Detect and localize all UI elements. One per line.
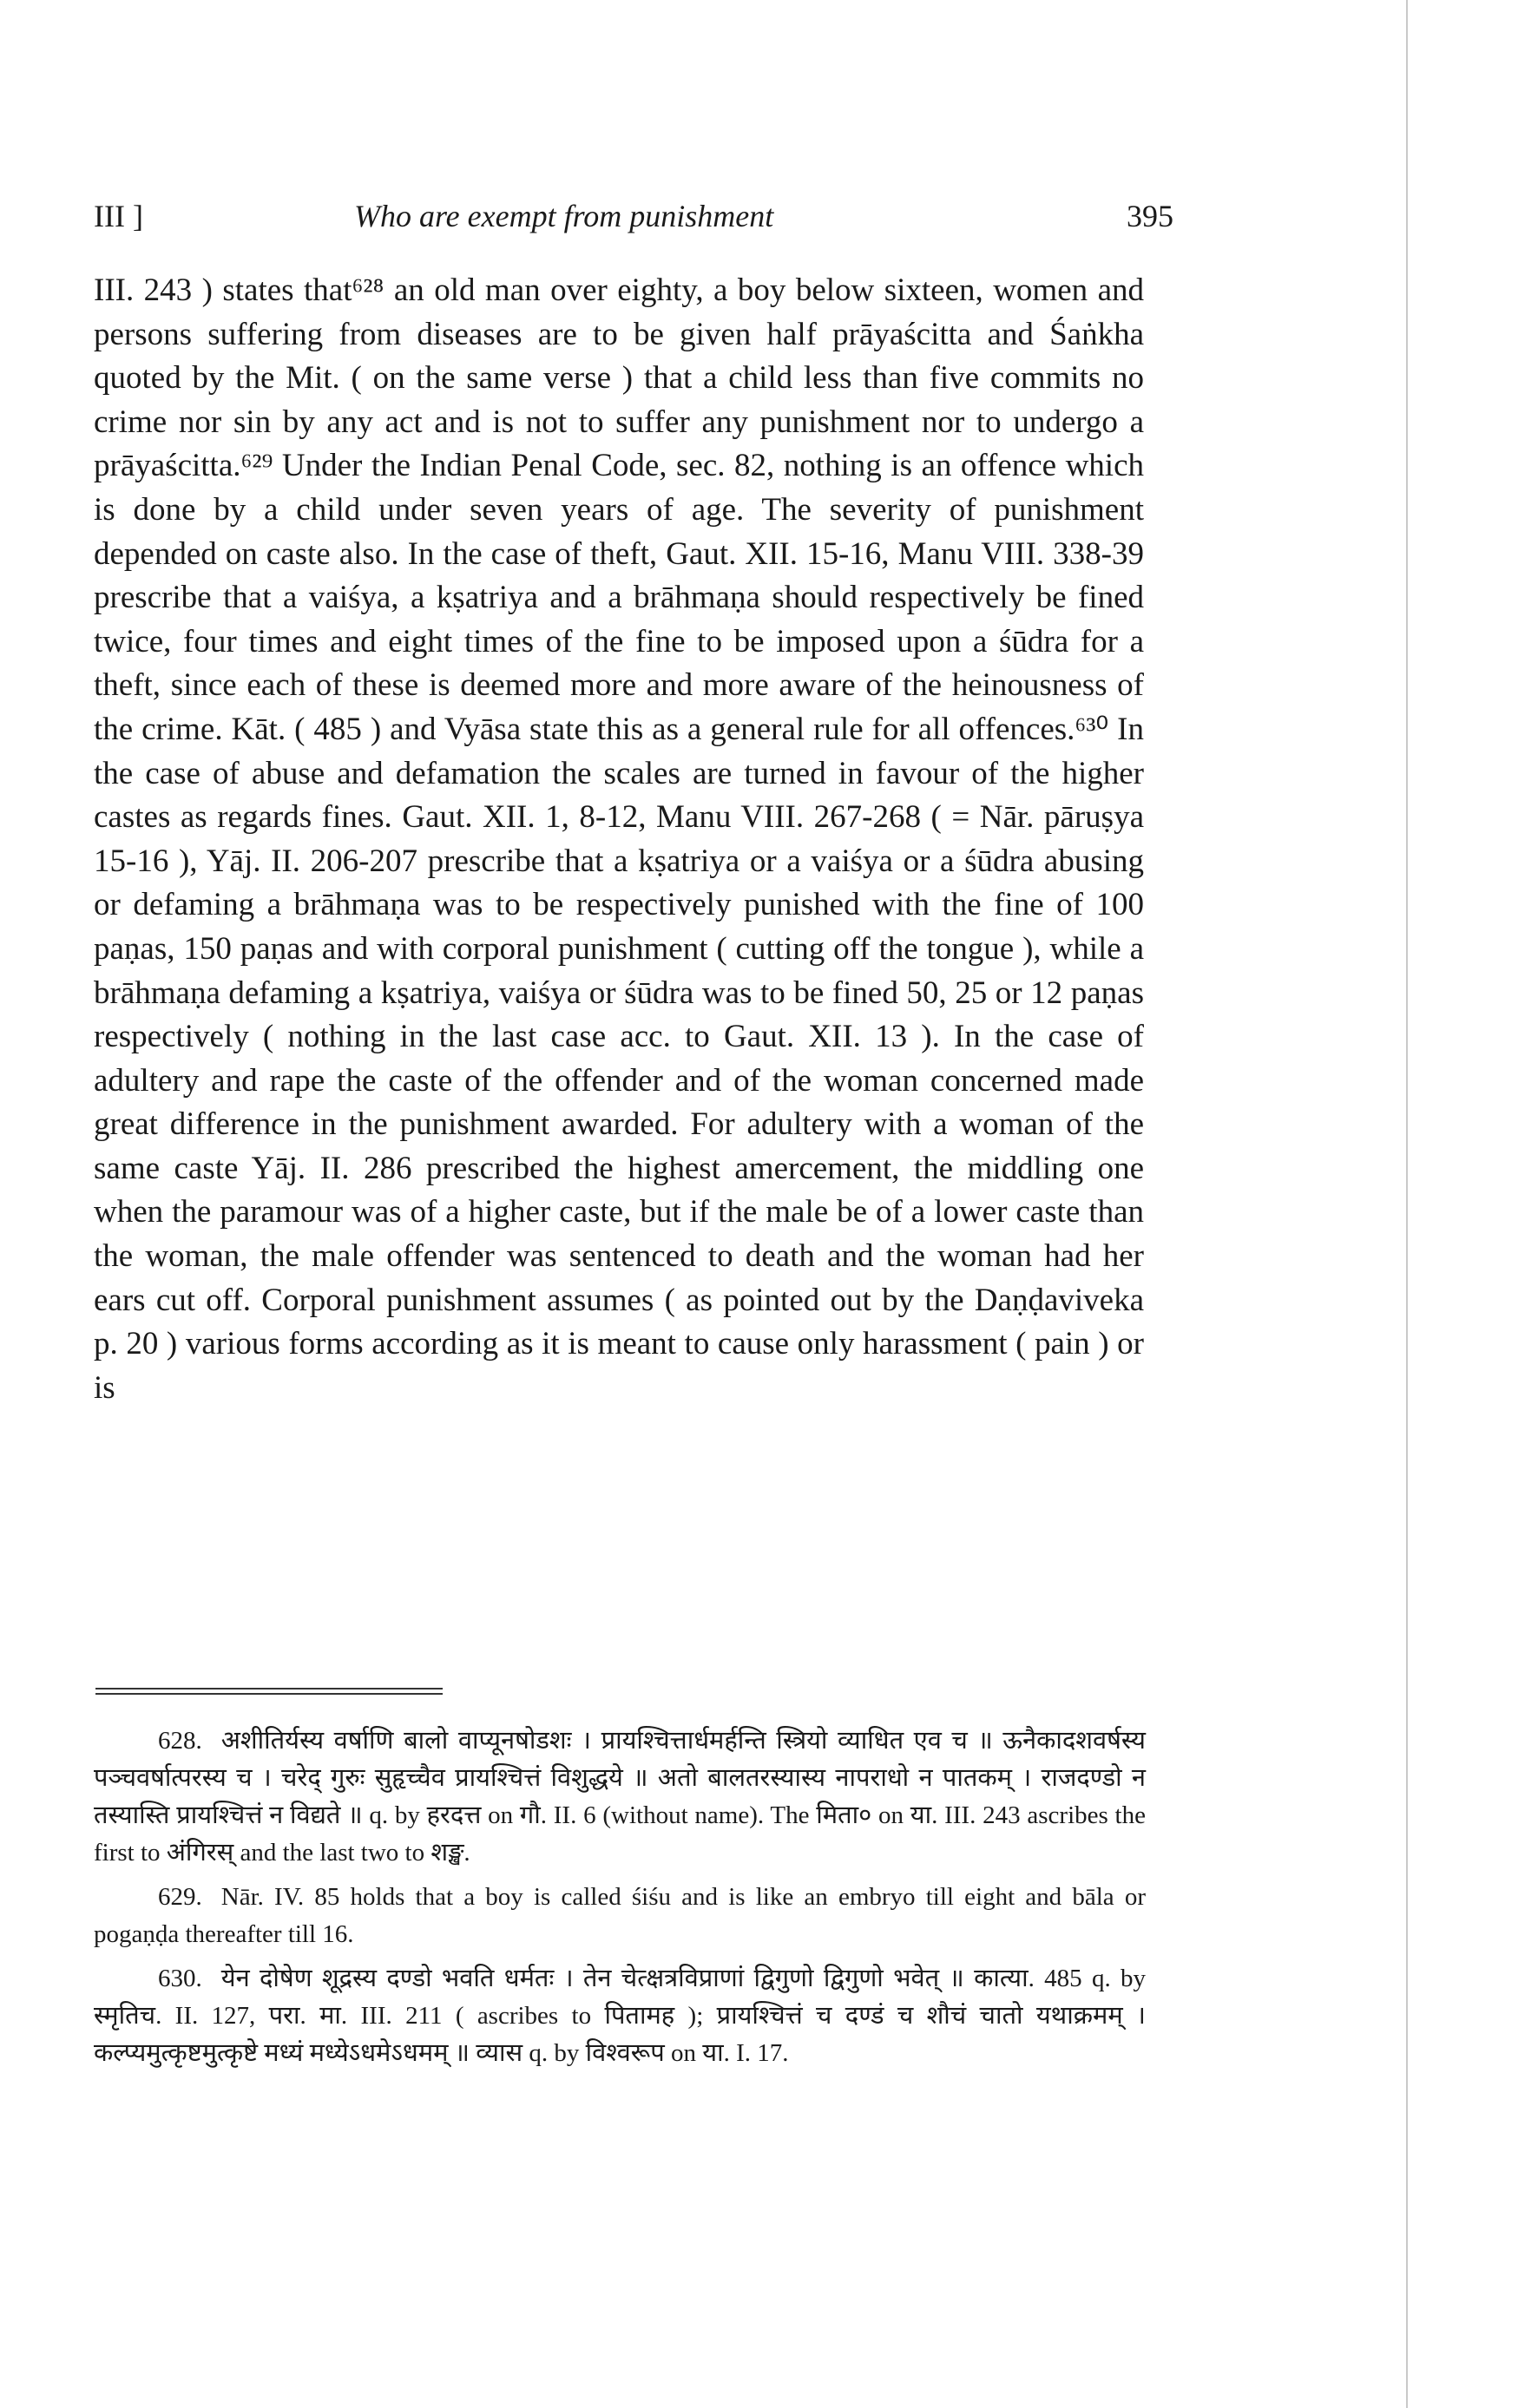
- footnote-text: येन दोषेण शूद्रस्य दण्डो भवति धर्मतः । तेन चेत्क्षत्रविप्राणां द्विगुणो द्विगुणो भवेत् ॥ कात्या. 485 q. by स्मृतिच. II. 127, परा. मा. III. 211 ( ascribes to पितामह ); प्रायश्चित्तं च दण्डं च शौचं चातो यथाक्रमम् । कल्प्यमुत्कृष्टमुत्कृष्टे मध्यं मध्येऽधमेऽधमम् ॥ व्यास q. by विश्वरूप on या. I. 17.: [94, 1965, 1146, 2067]
- main-text: [94, 269, 1144, 1410]
- body-paragraph: III. 243 ) states that⁶²⁸ an old man over eighty, a boy below sixteen, women and persons suffering from diseases are to be given half prāyaścitta and Śaṅkha quoted by the Mit. ( on the same verse ) that a child less than five commits no crime nor sin by any act and is not to suffer any punishment nor to undergo a prāyaścitta.⁶²⁹ Under the Indian Penal Code, sec. 82, nothing is an offence which is done by a child under seven years of age. The severity of punishment depended on caste also. In the case of theft, Gaut. XII. 15-16, Manu VIII. 338-39 prescribe that a vaiśya, a kṣatriya and a brāhmaṇa should respectively be fined twice, four times and eight times of the fine to be imposed upon a śūdra for a theft, since each of these is deemed more and more aware of the heinousness of the crime. Kāt. ( 485 ) and Vyāsa state this as a general rule for all offences.⁶³⁰ In the case of abuse and defamation the scales are turned in favour of the higher castes as regards fines. Gaut. XII. 1, 8-12, Manu VIII. 267-268 ( = Nār. pāruṣya 15-16 ), Yāj. II. 206-207 prescribe that a kṣatriya or a vaiśya or a śūdra abusing or defaming a brāhmaṇa was to be respectively punished with the fine of 100 paṇas, 150 paṇas and with corporal punishment ( cutting off the tongue ), while a brāhmaṇa defaming a kṣatriya, vaiśya or śūdra was to be fined 50, 25 or 12 paṇas respectively ( nothing in the last case acc. to Gaut. XII. 13 ). In the case of adultery and rape the caste of the offender and of the woman concerned made great difference in the punishment awarded. For adultery with a woman of the same caste Yāj. II. 286 prescribed the highest amercement, the middling one when the paramour was of a higher caste, but if the male be of a lower caste than the woman, the male offender was sentenced to death and the woman had her ears cut off. Corporal punishment assumes ( as pointed out by the Daṇḍaviveka p. 20 ) various forms according as it is meant to cause only harassment ( pain ) or is: [94, 272, 1144, 1406]
- footnote-628: [94, 1722, 1146, 1872]
- footnote-text: अशीतिर्यस्य वर्षाणि बालो वाप्यूनषोडशः । प्रायश्चित्तार्धमर्हन्ति स्त्रियो व्याधित एव च ॥ ऊनैकादशवर्षस्य पञ्चवर्षात्परस्य च । चरेद् गुरुः सुहृच्चैव प्रायश्चित्तं विशुद्धये ॥ अतो बालतरस्यास्य नापराधो न पातकम् । राजदण्डो न तस्यास्ति प्रायश्चित्तं न विद्यते ॥ q. by हरदत्त on गौ. II. 6 (without name). The मिता० on या. III. 243 ascribes the first to अंगिरस् and the last two to शङ्ख.: [94, 1727, 1146, 1867]
- footnote-629: [94, 1879, 1146, 1953]
- footnote-separator-second: [95, 1693, 443, 1695]
- running-title: Who are exempt from punishment: [354, 199, 774, 233]
- running-header: [94, 198, 1222, 250]
- chapter-marker: III ]: [94, 199, 143, 233]
- footnote-number: 629.: [158, 1883, 202, 1911]
- page-number: 395: [1127, 199, 1173, 233]
- footnote-text: Nār. IV. 85 holds that a boy is called śiśu and is like an embryo till eight and bāla or pogaṇḍa thereafter till 16.: [94, 1883, 1146, 1948]
- page-edge-line: [1406, 0, 1408, 2408]
- footnote-number: 630.: [158, 1965, 202, 1992]
- footnote-number: 628.: [158, 1727, 202, 1755]
- footnote-630: [94, 1960, 1146, 2072]
- footnote-separator: [95, 1688, 443, 1690]
- footnotes: [94, 1722, 1146, 2079]
